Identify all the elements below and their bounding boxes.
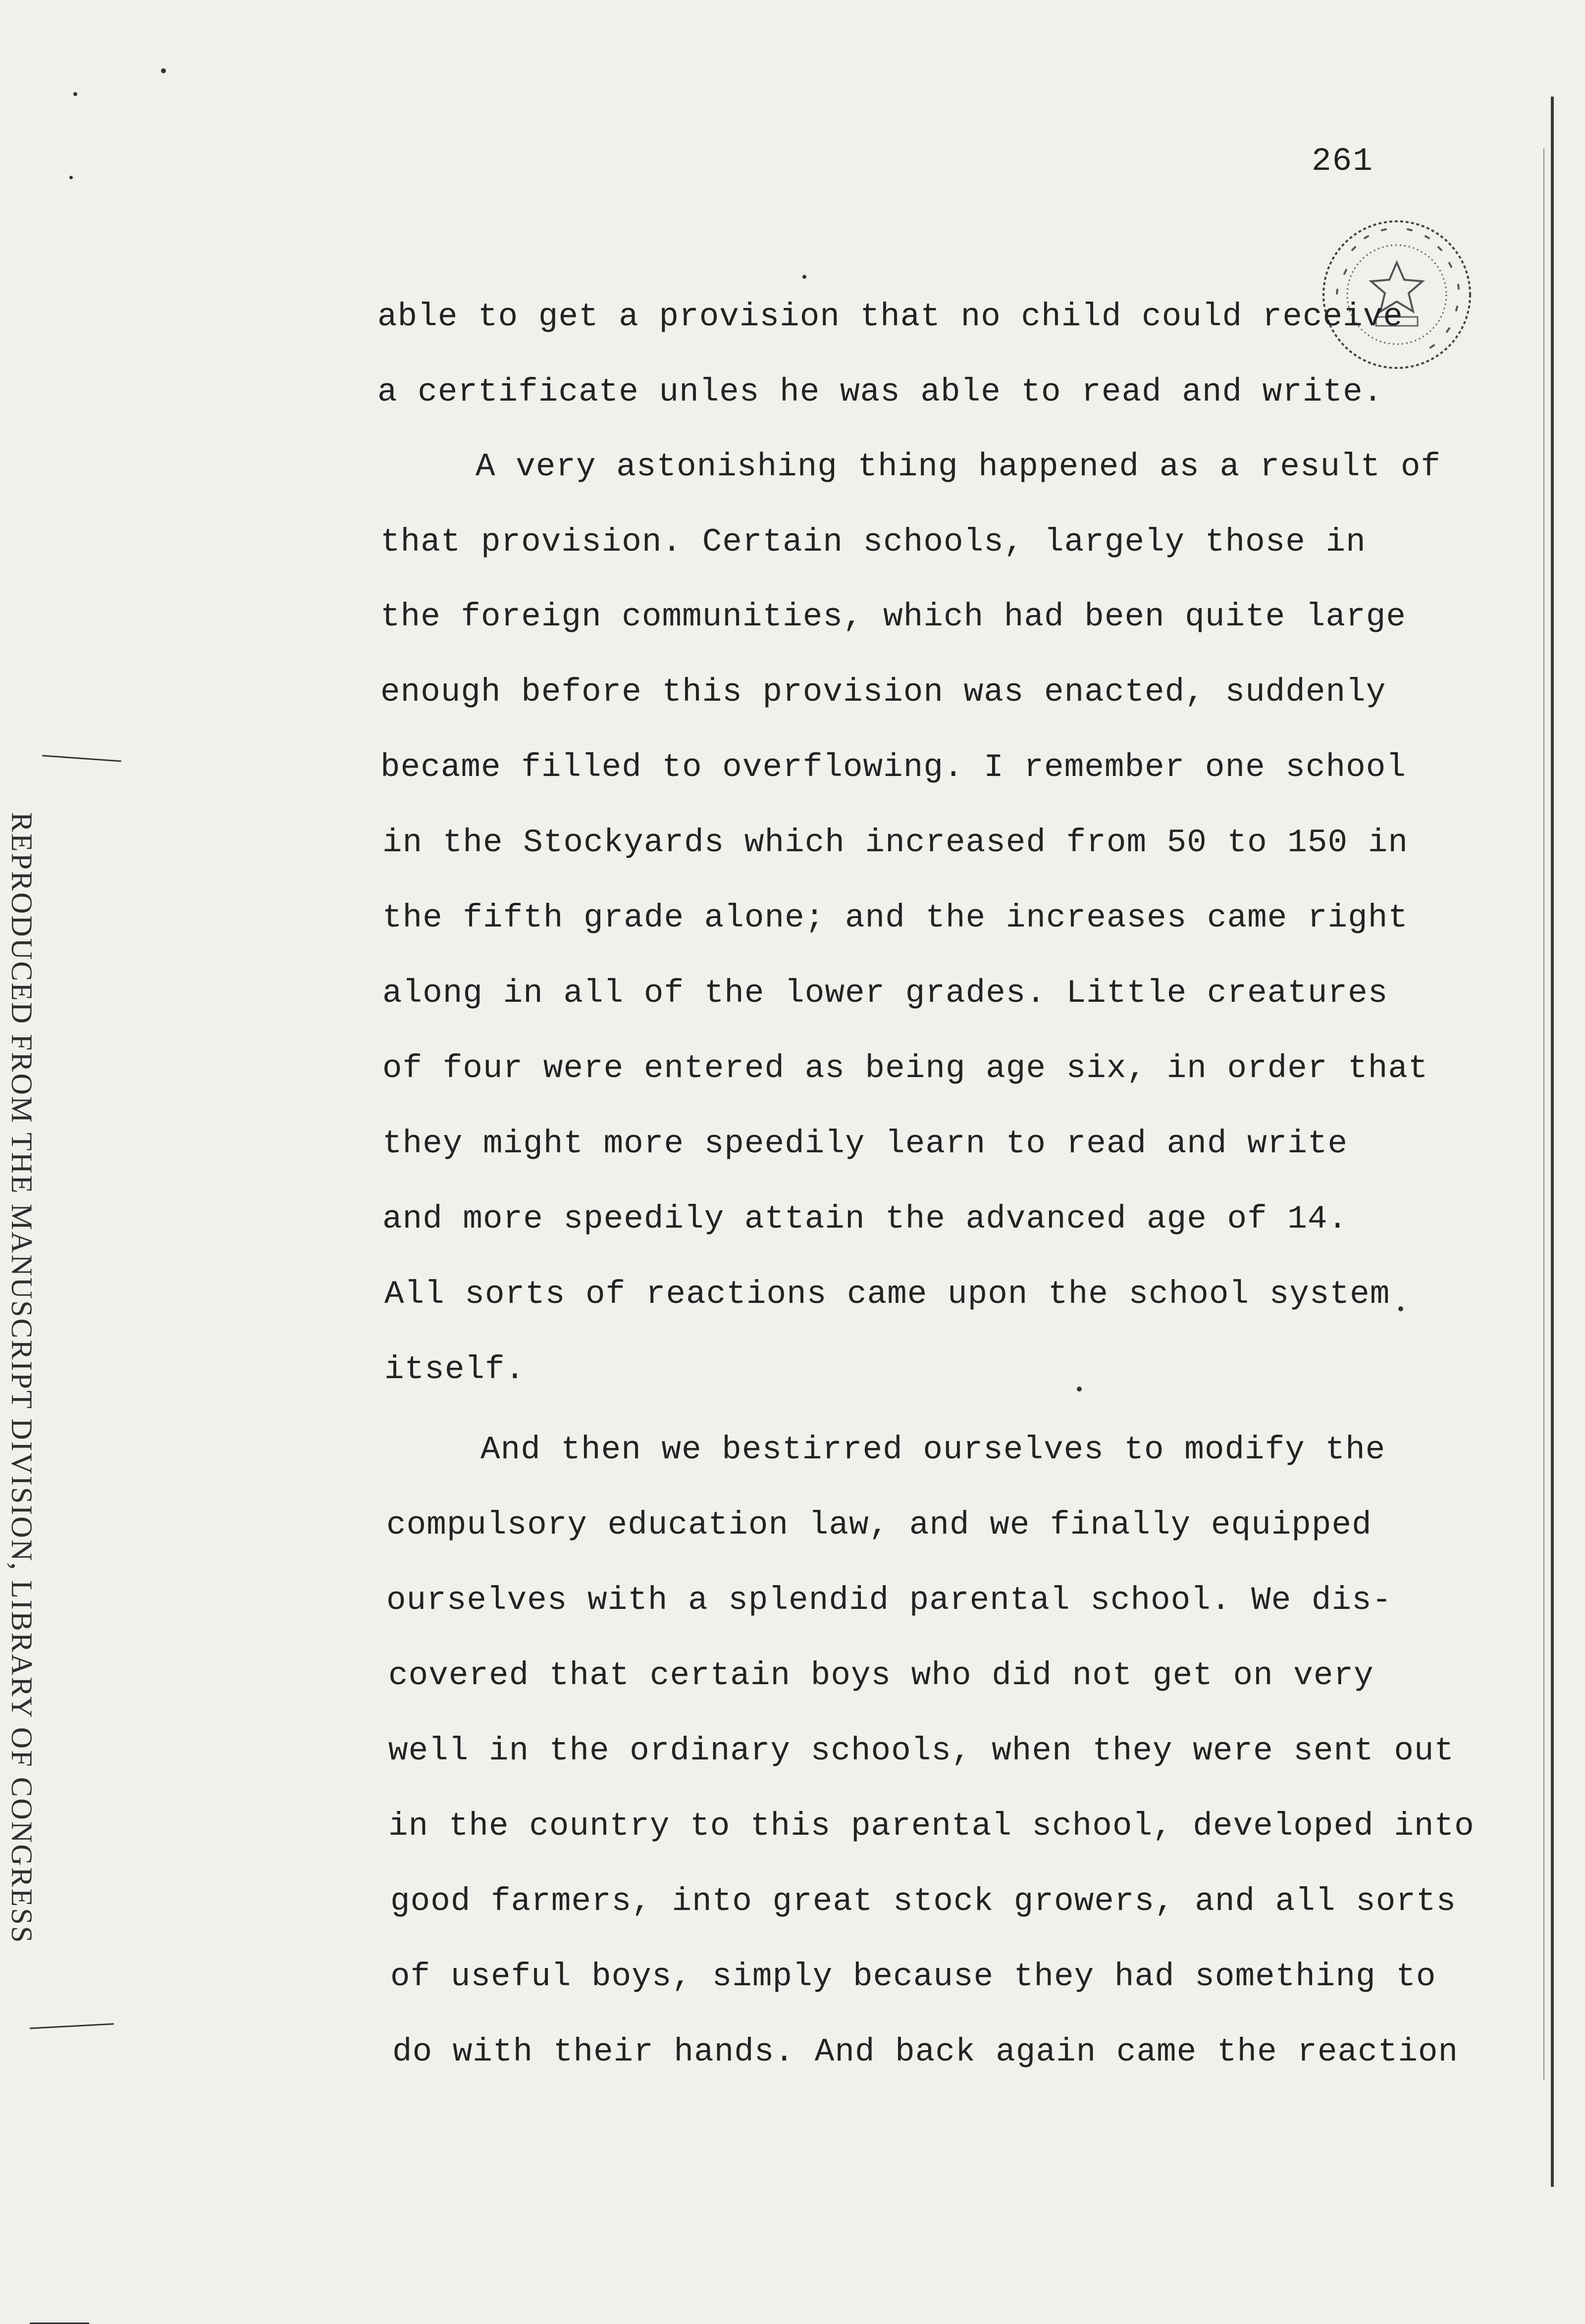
scan-speck	[73, 92, 77, 96]
text-line: of useful boys, simply because they had something to	[390, 1958, 1436, 1995]
text-line: that provision. Certain schools, largely those in	[380, 523, 1366, 561]
scan-speck	[69, 176, 73, 179]
text-line: became filled to overflowing. I remember one school	[380, 749, 1406, 786]
text-line: itself.	[384, 1351, 526, 1388]
text-line: well in the ordinary schools, when they were sent out	[388, 1732, 1455, 1769]
margin-pencil-mark	[42, 755, 121, 762]
text-line: of four were entered as being age six, in order that	[382, 1050, 1428, 1087]
text-line: in the Stockyards which increased from 50 to 150 in	[382, 824, 1408, 861]
text-line: All sorts of reactions came upon the school system	[384, 1276, 1390, 1313]
text-line: enough before this provision was enacted, suddenly	[380, 673, 1386, 711]
text-line: the foreign communities, which had been quite large	[380, 598, 1406, 635]
text-line: A very astonishing thing happened as a result of	[476, 448, 1441, 485]
scan-speck	[1398, 1306, 1403, 1311]
text-line: along in all of the lower grades. Little creatures	[382, 975, 1388, 1012]
page-number: 261	[1312, 143, 1374, 180]
scan-speck	[802, 275, 806, 279]
side-stamp-text: REPRODUCED FROM THE MANUSCRIPT DIVISION, LIBRARY OF CONGRESS	[5, 812, 38, 1944]
text-line: covered that certain boys who did not get on very	[388, 1657, 1374, 1694]
text-line: able to get a provision that no child could receive	[377, 298, 1403, 335]
page-edge-rule	[1551, 97, 1554, 2187]
text-line: a certificate unles he was able to read and write.	[377, 373, 1383, 411]
scan-speck	[1077, 1387, 1082, 1392]
manuscript-division-stamp	[4, 812, 49, 2238]
text-line: compulsory education law, and we finally equipped	[386, 1506, 1372, 1544]
page-edge-shadow	[1543, 149, 1544, 2080]
text-line: and more speedily attain the advanced age of 14.	[382, 1200, 1348, 1238]
text-line: ourselves with a splendid parental school. We dis-	[386, 1582, 1392, 1619]
text-line: the fifth grade alone; and the increases came right	[382, 899, 1408, 936]
text-line: in the country to this parental school, developed into	[388, 1808, 1475, 1845]
text-line: do with their hands. And back again came the reaction	[392, 2033, 1459, 2070]
library-of-congress-seal-icon	[1318, 215, 1476, 374]
text-line: And then we bestirred ourselves to modify the	[480, 1431, 1386, 1468]
text-line: good farmers, into great stock growers, and all sorts	[390, 1883, 1457, 1920]
scan-speck	[161, 68, 166, 73]
text-line: they might more speedily learn to read and write	[382, 1125, 1348, 1162]
